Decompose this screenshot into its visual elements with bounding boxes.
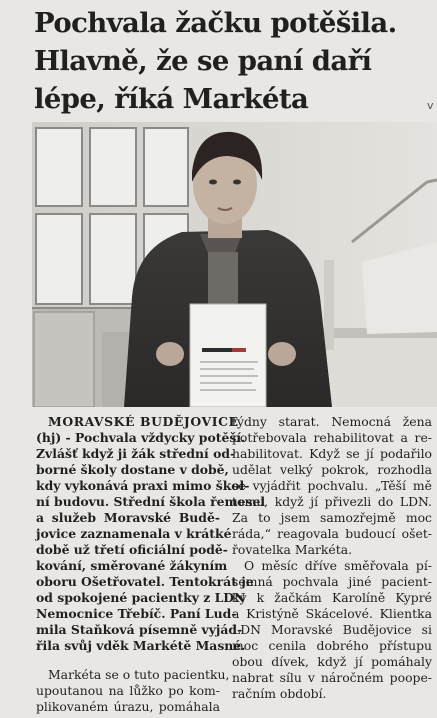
paragraph-line: LDN Moravské Budějovice si [232,622,432,637]
paragraph-line: oboru Ošetřovatel. Tentokrát je [36,574,254,589]
article-column-1 [36,414,266,715]
headline-line-1: Pochvala žačku potěšila. [34,7,397,39]
paragraph-line: borné školy dostane v době, [36,462,229,477]
paragraph-line: semná pochvala jiné pacient- [232,574,432,589]
paragraph-line: obou dívek, když jí pomáhaly [232,654,432,669]
paragraph-line: račním období. [232,686,327,701]
dateline-text: MORAVSKÉ BUDĚJOVICE [48,414,239,429]
headline-line-2: Hlavně, že se paní daří [34,45,372,77]
article-dateline [36,414,239,430]
paragraph-line: potřebovala rehabilitovat a re- [232,430,432,445]
paragraph-line: moc cenila dobrého přístupu [232,638,432,653]
paragraph-line: Za to jsem samozřejmě moc [232,510,432,525]
paragraph-line: Nemocnice Třebíč. Paní Lud- [36,606,237,621]
paragraph-line: ní budovu. Střední škola řemesel [36,494,266,509]
paragraph-line: kdy vykonává praxi mimo škol- [36,478,250,493]
paragraph-line: upoutanou na lůžko po kom- [36,683,220,698]
paragraph-line: a Kristýně Skácelové. Klientka [232,606,432,621]
paragraph-line: době už třetí oficiální podě- [36,542,228,557]
headline-line-3: lépe, říká Markéta [34,83,309,115]
edge-char: v [427,99,434,112]
paragraph-line: tomu, když jí přivezli do LDN. [232,494,432,509]
photo-woman-holding-letter-icon [32,122,437,407]
paragraph-line: plikovaném úrazu, pomáhala [36,699,220,714]
paragraph-line: řila svůj vděk Markétě Masné. [36,638,246,653]
paragraph-line: ráda,“ reagovala budoucí ošet- [232,526,432,541]
paragraph-line: od spokojené pacientky z LDN [36,590,246,605]
paragraph-line: řovatelka Markéta. [232,542,353,557]
paragraph-line: kování, směrované žákyním [36,558,228,573]
paragraph-line: Zvlášť když ji žák střední od- [36,446,236,461]
paragraph-line: udělat velký pokrok, rozhodla [232,462,432,477]
paragraph-line: se vyjádřit pochvalu. „Těší mě [232,478,432,493]
article-column-2 [232,414,432,702]
paragraph-line: jovice zaznamenala v krátké [36,526,232,541]
paragraph-line: (hj) - Pochvala vždycky potěší. [36,430,246,445]
paragraph-line: Markéta se o tuto pacientku, [48,667,230,682]
paragraph-line: ky k žačkám Karolíně Kypré [232,590,432,605]
paragraph-line: a služeb Moravské Budě- [36,510,220,525]
article-headline [34,4,434,118]
paragraph-line: nabrat sílu v náročném poope- [232,670,432,685]
article-photo [32,122,437,407]
paragraph-line: týdny starat. Nemocná žena [232,414,432,429]
paragraph-line: mila Staňková písemně vyjád- [36,622,243,637]
paragraph-line: habilitovat. Když se jí podařilo [232,446,432,461]
paragraph-line: O měsíc dříve směřovala pí- [244,558,432,573]
